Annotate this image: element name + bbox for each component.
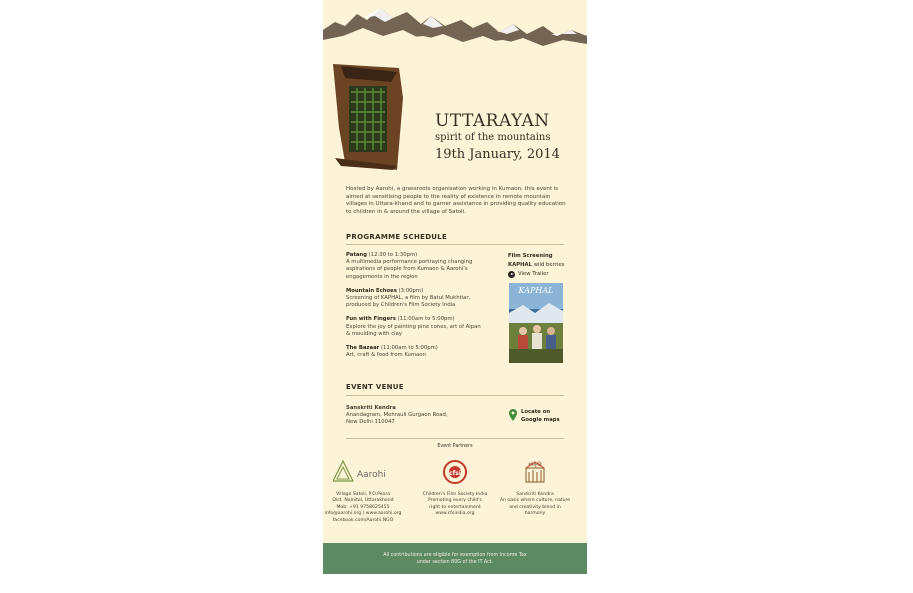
film-name-bold: KAPHAL [508, 262, 532, 268]
partner-line: info@aarohi.org | www.aarohi.org [324, 511, 402, 517]
programme-item [346, 345, 486, 359]
partner-line: Mob: +91 9758625455 [336, 504, 390, 510]
footer-line2: under section 80G of the IT Act. [416, 560, 494, 565]
carved-window-image [331, 58, 403, 170]
event-subtitle: spirit of the mountains [435, 132, 551, 143]
programme-item [346, 316, 486, 338]
svg-text:संस्कृति: संस्कृति [528, 462, 542, 468]
map-link-line1: Locate on [521, 409, 551, 415]
divider [346, 438, 564, 439]
aarohi-logo[interactable] [323, 456, 403, 488]
programme-item-name: The Bazaar [346, 345, 380, 352]
programme-item-desc: Screening of KAPHAL, a film by Batul Mukhtiar, produced by Children's Film Society India [346, 295, 471, 309]
film-name [508, 261, 568, 270]
programme-heading: PROGRAMME SCHEDULE [346, 233, 448, 241]
programme-item-name: Fun with Fingers [346, 316, 396, 323]
partner-line: Village Satoli, P.O.Peora [335, 492, 391, 497]
partners-heading: Event Partners [437, 444, 473, 449]
partner-line: Promoting every child's [428, 498, 482, 504]
programme-list [346, 252, 486, 366]
kaphal-poster-image[interactable] [509, 283, 563, 363]
programme-item-name: Patang [346, 252, 367, 258]
partner-line: right to entertainment [429, 504, 481, 510]
programme-item-time: (11:00am to 5:00pm) [397, 316, 455, 323]
programme-item-desc: Art, craft & food from Kumaon [346, 352, 426, 359]
film-screening-panel [508, 252, 568, 279]
svg-text:cfsi: cfsi [449, 470, 461, 477]
film-name-rest: wild berries [533, 262, 565, 268]
partner-line: An oasis where culture, nature [499, 498, 571, 504]
svg-text:Aarohi: Aarohi [357, 470, 386, 480]
view-trailer-label: View Trailer [518, 271, 549, 277]
programme-item [346, 252, 486, 281]
event-date: 19th January, 2014 [435, 147, 560, 162]
event-title: UTTARAYAN [435, 111, 550, 131]
partner-line: harmony [524, 511, 546, 517]
partner-line: facebook.com/Aarohi.NGO [332, 517, 394, 523]
venue-line1: Anandagram, Mehrauli Gurgaon Road, [346, 412, 448, 419]
event-newsletter [323, 0, 587, 574]
programme-item-desc: Explore the joy of painting pine cones, art of Aipan & moulding with clay [346, 323, 481, 337]
event-title-block [435, 112, 565, 163]
partner-line: www.cfsindia.org [435, 511, 475, 517]
partner-line: Dist. Nainital, Uttarakhand [332, 498, 394, 504]
play-icon [508, 271, 515, 278]
map-link-line2: Google maps [521, 416, 560, 423]
intro-paragraph: Hosted by Aarohi, a grassroots organisation working in Kumaon, this event is aimed at sensitising people to the reality of existence in remote mountain villages in Uttara-khand and to garner assistance in providing quality education to children in & around the village of Satoli. [346, 186, 566, 215]
programme-item-time: (3:00pm) [398, 287, 424, 294]
cfsi-logo[interactable] [415, 456, 495, 488]
programme-item-time: (11:00am to 5:00pm) [380, 345, 438, 352]
view-trailer-link[interactable] [508, 270, 568, 279]
partner-aarohi [323, 456, 403, 524]
cfsi-logo-image [442, 459, 468, 485]
google-maps-link[interactable] [509, 409, 560, 424]
venue-line2: New Delhi 110047 [346, 419, 395, 426]
programme-item-name: Mountain Echoes [346, 287, 397, 294]
venue-name: Sanskriti Kendra [346, 405, 396, 411]
partner-sanskriti [495, 456, 575, 518]
mountain-header-image [323, 0, 587, 56]
programme-item [346, 288, 486, 310]
film-heading: Film Screening [508, 253, 553, 259]
programme-item-time: (12:30 to 1:30pm) [368, 252, 418, 258]
poster-title: KAPHAL [518, 286, 554, 295]
footer-line1: All contributions are eligible for exemption from Income Tax [383, 553, 527, 558]
partner-cfsi [415, 456, 495, 518]
partner-line: Sanskriti Kendra [516, 492, 554, 497]
venue-heading: EVENT VENUE [346, 383, 404, 391]
sanskriti-logo-image [520, 458, 550, 486]
map-pin-icon [509, 409, 517, 421]
divider [346, 395, 564, 396]
programme-item-desc: A multimedia performance portraying changing aspirations of people from Kumaon & Aarohi's engagements in the region [346, 259, 473, 280]
sanskriti-logo[interactable] [495, 456, 575, 488]
divider [346, 244, 564, 245]
partner-line: Children's Film Society India [422, 492, 488, 497]
footer-banner [323, 543, 587, 574]
venue-address [346, 405, 476, 427]
aarohi-logo-image [333, 459, 393, 485]
partner-line: and creativity blend in [509, 504, 561, 510]
